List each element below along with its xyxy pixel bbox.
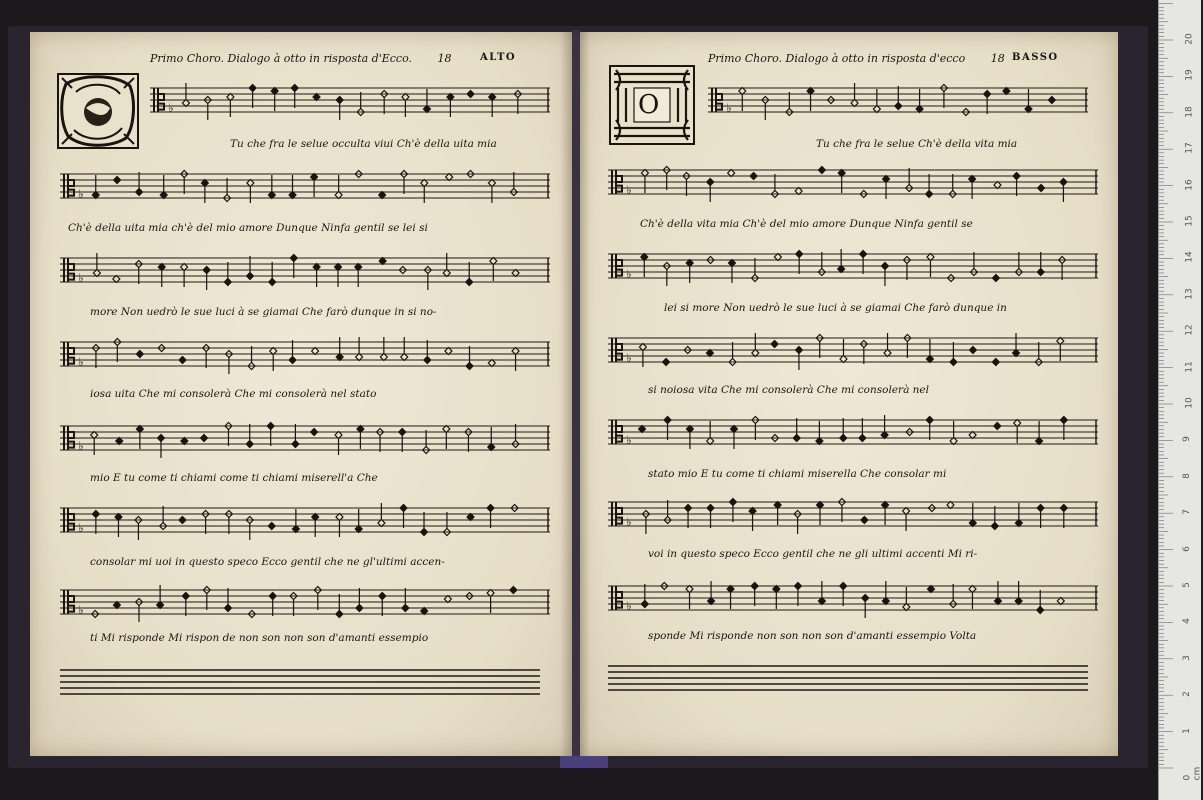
ruler-label: 1 [1181, 727, 1192, 734]
decorated-initial-image [56, 72, 140, 150]
right-lyric-2: Ch'è della vita mia Ch'è del mio amore Dunque Ninfa gentil se [640, 218, 973, 230]
ruler-label: 18 [1184, 106, 1195, 118]
right-header-title: Primo Choro. Dialogo à otto in risposta d'ecco [708, 52, 966, 65]
ruler-label: 12 [1184, 324, 1195, 336]
right-staff-7 [608, 578, 1098, 622]
left-lyric-2: Ch'è della uita mia ch'è del mio amore Dunque Ninfa gentil se lei si [68, 222, 428, 234]
left-lyric-7: ti Mi risponde Mi rispon de non son non son d'amanti essempio [90, 632, 429, 644]
right-staff-4 [608, 330, 1098, 374]
left-part-name: ALTO [480, 52, 517, 63]
svg-text:♭: ♭ [626, 351, 632, 365]
right-lyric-1: Tu che fra le selue Ch'è della vita mia [816, 138, 1018, 150]
left-staff-5 [60, 418, 550, 462]
svg-text:♭: ♭ [168, 101, 174, 115]
right-initial-letter: O [638, 90, 660, 120]
left-staff-blank [60, 662, 540, 702]
ruler-label: 5 [1181, 582, 1192, 588]
svg-text:♭: ♭ [78, 271, 84, 285]
left-staff-7 [60, 582, 550, 626]
ruler-label: 17 [1184, 142, 1195, 154]
ruler-label: 15 [1184, 215, 1195, 227]
left-lyric-1: Tu che fra le selue occulta viui Ch'è della uita mia [230, 138, 497, 150]
ruler-label: 6 [1181, 545, 1192, 552]
svg-text:♭: ♭ [626, 267, 632, 281]
right-page-header [708, 52, 1059, 65]
left-page-header [150, 52, 517, 65]
ruler-label: 13 [1184, 288, 1195, 300]
svg-text:♭: ♭ [626, 433, 632, 447]
svg-text:♭: ♭ [78, 603, 84, 617]
svg-text:♭: ♭ [626, 515, 632, 529]
left-lyric-4: iosa uita Che mi consolerà Che mi consolerà nel stato [90, 388, 377, 400]
ruler-label: 3 [1181, 654, 1192, 661]
ruler-label: 19 [1184, 69, 1195, 82]
ruler-label: 20 [1184, 33, 1195, 45]
left-lyric-3: more Non uedrò le sue luci à se giamai Che farò dunque in si no- [90, 306, 437, 318]
measurement-ruler [1158, 0, 1201, 800]
right-staff-3 [608, 246, 1098, 290]
right-staff-blank [608, 658, 1088, 698]
left-lyric-6: consolar mi uoi in questo speco Ecco gentil che ne gl'ultimi accen- [90, 556, 445, 568]
left-staff-2 [60, 166, 550, 210]
ruler-label: 0 cm [1182, 766, 1203, 781]
ruler-label: 2 [1181, 691, 1192, 698]
svg-text:♭: ♭ [726, 101, 732, 115]
left-staff-4 [60, 334, 550, 378]
left-staff-1 [150, 80, 550, 124]
svg-text:♭: ♭ [78, 187, 84, 201]
svg-text:♭: ♭ [78, 521, 84, 535]
ruler-label: 14 [1184, 251, 1195, 264]
right-staff-2 [608, 162, 1098, 206]
svg-text:♭: ♭ [626, 599, 632, 613]
ruler-label: 8 [1181, 472, 1192, 479]
ruler-label: 7 [1181, 509, 1192, 516]
left-page-number: 18 [437, 52, 452, 65]
left-header-title: Primo Choro. Dialogo à otto in risposta d'Ecco. [150, 52, 413, 65]
right-staff-1 [708, 80, 1088, 124]
right-lyric-4: si noiosa vita Che mi consolerà Che mi consolerà nel [648, 384, 930, 396]
ruler-label: 16 [1184, 178, 1195, 191]
right-lyric-5: stato mio E tu come ti chiami miserella Che consolar mi [648, 468, 947, 480]
right-staff-6 [608, 494, 1098, 538]
ruler-label: 11 [1184, 360, 1195, 373]
right-staff-5 [608, 412, 1098, 456]
svg-text:♭: ♭ [78, 355, 84, 369]
right-page [578, 32, 1118, 756]
left-staff-3 [60, 250, 550, 294]
ruler-label: 4 [1181, 618, 1192, 625]
svg-text:♭: ♭ [626, 183, 632, 197]
ruler-label: 9 [1181, 436, 1192, 443]
right-page-number: 18 [990, 52, 1005, 65]
binding-strip [560, 756, 608, 768]
left-lyric-5: mio E tu come ti chiami come ti chiami miserell'a Che [90, 472, 378, 484]
book-gutter [572, 30, 580, 760]
right-lyric-7: sponde Mi risponde non son non son d'amanti essempio Volta [648, 630, 977, 642]
right-part-name: BASSO [1012, 52, 1059, 63]
ruler-label: 10 [1184, 397, 1195, 409]
left-page [30, 32, 574, 756]
right-lyric-6: voi in questo speco Ecco gentil che ne gli ultimi accenti Mi ri- [648, 548, 978, 560]
left-staff-6 [60, 500, 550, 544]
right-lyric-3: lei si more Non uedrò le sue luci à se giamai Che farò dunque in [664, 302, 1007, 314]
svg-text:♭: ♭ [78, 439, 84, 453]
